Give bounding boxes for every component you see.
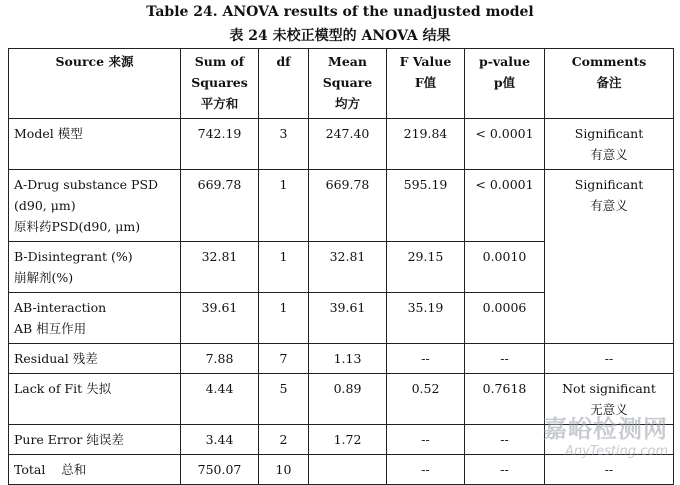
- header-df-line: df: [276, 54, 291, 69]
- cell-source: [9, 425, 181, 455]
- cell-sum-of-squares: 4.44: [181, 374, 259, 425]
- cell-source: [9, 242, 181, 293]
- header-f-line: F值: [414, 75, 437, 90]
- cell-sum-of-squares: 669.78: [181, 170, 259, 242]
- cell-p-value: --: [465, 344, 545, 374]
- cell-sum-of-squares: 3.44: [181, 425, 259, 455]
- cell-f-value: 219.84: [387, 119, 465, 170]
- header-ss-line: Squares: [191, 75, 248, 90]
- header-df: [259, 49, 309, 119]
- header-ms-line: 均方: [334, 96, 360, 111]
- cell-sum-of-squares: 32.81: [181, 242, 259, 293]
- cell-f-value: --: [387, 344, 465, 374]
- header-mean-square: [309, 49, 387, 119]
- cell-f-value: --: [387, 425, 465, 455]
- table-row: [9, 170, 674, 242]
- header-f-value: [387, 49, 465, 119]
- source-label: 原料药PSD(d90, μm): [14, 219, 141, 234]
- cell-df: 1: [259, 170, 309, 242]
- cell-source: [9, 170, 181, 242]
- header-source-line: Source 来源: [55, 54, 134, 69]
- header-comments-line: Comments: [571, 54, 647, 69]
- table-caption-chinese: 表 24 未校正模型的 ANOVA 结果: [229, 28, 451, 44]
- cell-sum-of-squares: 7.88: [181, 344, 259, 374]
- cell-source: [9, 293, 181, 344]
- cell-comments: [545, 344, 674, 374]
- table-row: [9, 455, 674, 485]
- cell-p-value: --: [465, 455, 545, 485]
- comment-line: --: [604, 462, 614, 477]
- header-ms-line: Mean: [328, 54, 367, 69]
- header-p-line: p值: [493, 75, 516, 90]
- header-comments-line: 备注: [596, 75, 622, 90]
- source-label: B-Disintegrant (%): [14, 249, 133, 264]
- cell-p-value: 0.0010: [465, 242, 545, 293]
- watermark: [543, 409, 668, 459]
- cell-f-value: 35.19: [387, 293, 465, 344]
- cell-source: [9, 119, 181, 170]
- cell-df: 1: [259, 293, 309, 344]
- table-row: [9, 344, 674, 374]
- cell-mean-square: 0.89: [309, 374, 387, 425]
- cell-p-value: 0.7618: [465, 374, 545, 425]
- cell-comments-merged: [545, 170, 674, 344]
- cell-df: 5: [259, 374, 309, 425]
- source-label: A-Drug substance PSD: [14, 177, 159, 192]
- cell-source: [9, 344, 181, 374]
- comment-line: 有意义: [590, 147, 628, 162]
- cell-mean-square: 247.40: [309, 119, 387, 170]
- header-p-line: p-value: [478, 54, 531, 69]
- comment-line: Not significant: [562, 381, 656, 396]
- cell-mean-square: 39.61: [309, 293, 387, 344]
- comment-line: Significant: [574, 177, 644, 192]
- table-row: [9, 119, 674, 170]
- cell-mean-square: 669.78: [309, 170, 387, 242]
- comment-line: 无意义: [590, 402, 628, 417]
- cell-mean-square: 32.81: [309, 242, 387, 293]
- header-sum-of-squares: [181, 49, 259, 119]
- cell-p-value: 0.0006: [465, 293, 545, 344]
- cell-f-value: 29.15: [387, 242, 465, 293]
- header-ss-line: Sum of: [194, 54, 245, 69]
- watermark-english: AnyTesting.com: [564, 444, 668, 459]
- cell-sum-of-squares: 39.61: [181, 293, 259, 344]
- header-comments: [545, 49, 674, 119]
- cell-df: 3: [259, 119, 309, 170]
- cell-mean-square: [309, 455, 387, 485]
- source-label: Model 模型: [14, 126, 83, 141]
- source-label: 崩解剂(%): [14, 270, 74, 285]
- table-header-row: [9, 49, 674, 119]
- cell-f-value: --: [387, 455, 465, 485]
- header-f-line: F Value: [399, 54, 452, 69]
- cell-df: 10: [259, 455, 309, 485]
- header-source: [9, 49, 181, 119]
- header-p-value: [465, 49, 545, 119]
- source-label: AB-interaction: [14, 300, 107, 315]
- source-label: Residual 残差: [14, 351, 98, 366]
- header-ms-line: Square: [322, 75, 373, 90]
- source-label: (d90, μm): [14, 198, 76, 213]
- cell-p-value: --: [465, 425, 545, 455]
- cell-df: 7: [259, 344, 309, 374]
- comment-line: --: [604, 351, 614, 366]
- comment-line: Significant: [574, 126, 644, 141]
- header-ss-line: 平方和: [200, 96, 239, 111]
- cell-sum-of-squares: 750.07: [181, 455, 259, 485]
- cell-source: [9, 374, 181, 425]
- cell-mean-square: 1.72: [309, 425, 387, 455]
- source-label: Total 总和: [14, 462, 87, 477]
- watermark-chinese: 嘉峪检测网: [543, 415, 668, 443]
- cell-p-value: < 0.0001: [465, 119, 545, 170]
- cell-sum-of-squares: 742.19: [181, 119, 259, 170]
- source-label: Lack of Fit 失拟: [14, 381, 112, 396]
- cell-f-value: 595.19: [387, 170, 465, 242]
- cell-mean-square: 1.13: [309, 344, 387, 374]
- cell-df: 2: [259, 425, 309, 455]
- cell-f-value: 0.52: [387, 374, 465, 425]
- cell-source: [9, 455, 181, 485]
- cell-p-value: < 0.0001: [465, 170, 545, 242]
- table-caption-english: Table 24. ANOVA results of the unadjusted model: [146, 4, 534, 20]
- cell-df: 1: [259, 242, 309, 293]
- comment-line: 有意义: [590, 198, 628, 213]
- source-label: AB 相互作用: [14, 321, 87, 336]
- source-label: Pure Error 纯误差: [14, 432, 124, 447]
- cell-comments: [545, 119, 674, 170]
- cell-comments: [545, 455, 674, 485]
